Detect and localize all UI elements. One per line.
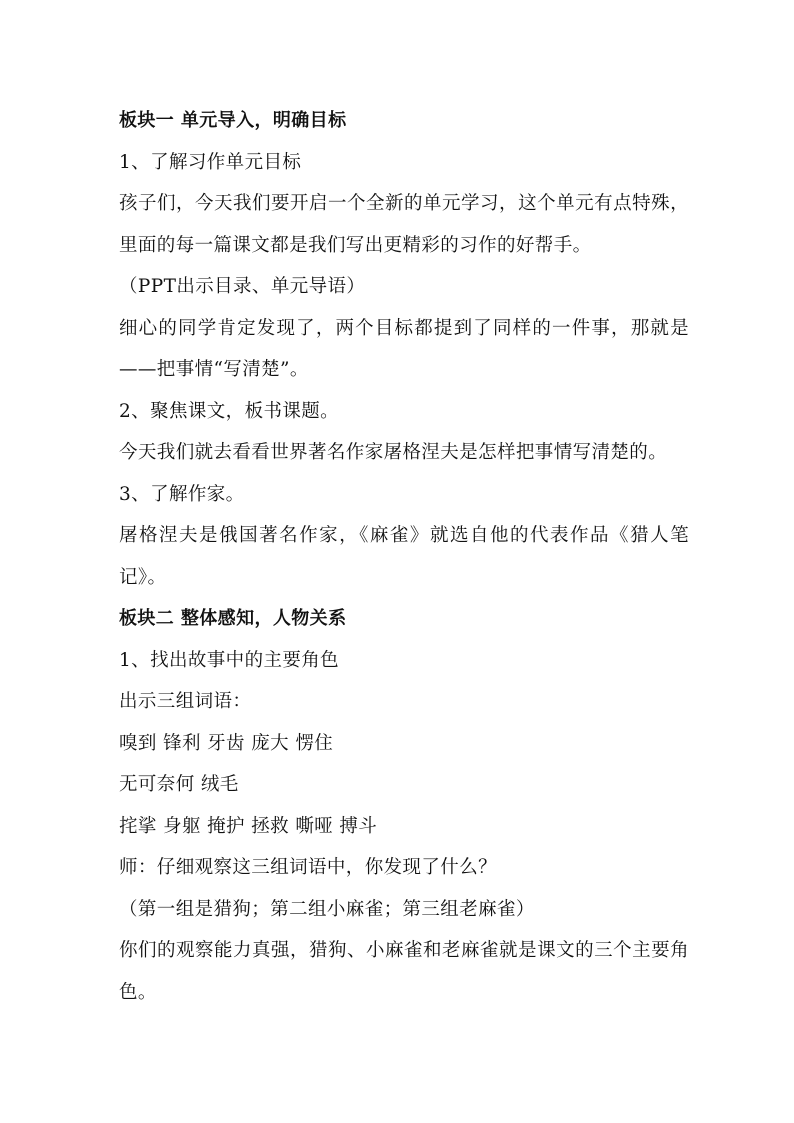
section-1-item-3: 3、了解作家。 — [119, 483, 245, 505]
document-page — [119, 100, 689, 1013]
section-2-title: 板块二 整体感知，人物关系 — [119, 608, 347, 629]
paragraph-author-line-2: 记》。 — [119, 566, 167, 588]
section-2-item-1: 1、找出故事中的主要角色 — [119, 649, 340, 671]
paragraph-author-line-1: 屠格涅夫是俄国著名作家，《麻雀》就选自他的代表作品《猎人笔 — [119, 525, 689, 546]
word-group-3: 挓挲 身躯 掩护 拯救 嘶哑 搏斗 — [119, 815, 378, 837]
paragraph-intro-line-1: 孩子们，今天我们要开启一个全新的单元学习，这个单元有点特殊， — [119, 193, 689, 214]
paragraph-teacher-question: 师：仔细观察这三组词语中，你发现了什么？ — [119, 857, 498, 878]
paragraph-answer-note: （第一组是猎狗；第二组小麻雀；第三组老麻雀） — [119, 898, 535, 920]
word-group-2: 无可奈何 绒毛 — [119, 774, 239, 795]
paragraph-intro-line-2: 里面的每一篇课文都是我们写出更精彩的习作的好帮手。 — [119, 234, 592, 256]
paragraph-ppt-note: （PPT出示目录、单元导语） — [119, 276, 366, 297]
word-group-1: 嗅到 锋利 牙齿 庞大 愣住 — [119, 732, 334, 754]
paragraph-word-groups-intro: 出示三组词语： — [119, 691, 252, 712]
section-1-title: 板块一 单元导入，明确目标 — [119, 110, 347, 131]
paragraph-author-intro: 今天我们就去看看世界著名作家屠格涅夫是怎样把事情写清楚的。 — [119, 442, 668, 463]
paragraph-roles-line-2: 色。 — [119, 981, 157, 1003]
section-1-item-2: 2、聚焦课文，板书课题。 — [119, 400, 340, 422]
paragraph-goals-line-1: 细心的同学肯定发现了，两个目标都提到了同样的一件事，那就是 — [119, 317, 689, 339]
paragraph-goals-line-2: ——把事情“写清楚”。 — [119, 359, 309, 380]
section-1-item-1: 1、了解习作单元目标 — [119, 151, 302, 173]
paragraph-roles-line-1: 你们的观察能力真强，猎狗、小麻雀和老麻雀就是课文的三个主要角 — [119, 940, 689, 961]
